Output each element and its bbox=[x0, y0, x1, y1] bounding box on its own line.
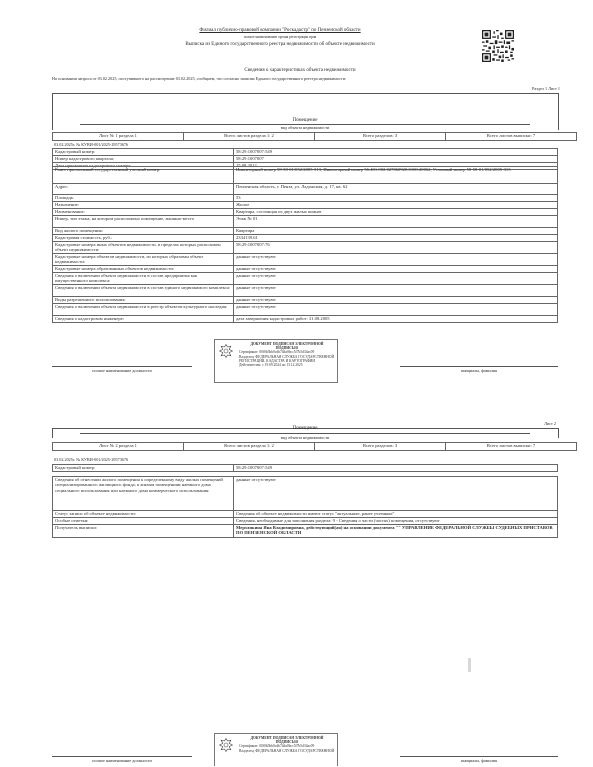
signature-name-caption: инициалы, фамилия bbox=[461, 368, 497, 373]
sheet-meta-table bbox=[52, 132, 577, 141]
row-label: Кадастровая стоимость, руб.: bbox=[53, 235, 234, 242]
row-value: Квартира bbox=[234, 228, 558, 235]
signature-line bbox=[52, 366, 192, 367]
total-sheets: Всего листов выписки: 7 bbox=[446, 133, 577, 141]
row-label: Кадастровые номера иных объектов недвижимости, в пределах которых расположен объект недвижимости: bbox=[53, 242, 234, 254]
row-label: Ранее присвоенный государственный учетный номер: bbox=[53, 167, 234, 184]
section-sheets: Всего листов раздела 1: 2 bbox=[184, 133, 315, 141]
row-label: Получатель выписки: bbox=[53, 525, 234, 538]
divider bbox=[52, 93, 558, 94]
row-value: Жилое bbox=[234, 202, 558, 209]
row-value: 53 bbox=[234, 195, 558, 202]
row-label: Особые отметки: bbox=[53, 518, 234, 525]
object-type: Помещение bbox=[292, 118, 318, 123]
row-value: Квартира, состоящая из двух жилых комнат bbox=[234, 209, 558, 216]
signature-line bbox=[52, 756, 192, 757]
row-label: Сведения о включении объекта недвижимости в реестр объектов культурного наследия: bbox=[53, 304, 234, 316]
stamp-owner: Владелец: ФЕДЕРАЛЬНАЯ СЛУЖБА ГОСУДАРСТВЕННОЙ bbox=[239, 748, 335, 753]
row-label: Назначение: bbox=[53, 202, 234, 209]
row-label: Площадь: bbox=[53, 195, 234, 202]
id-value: 58:29:1007007 bbox=[234, 156, 558, 163]
row-label: Наименование: bbox=[53, 209, 234, 216]
total-sections: Всего разделов: 3 bbox=[315, 443, 446, 451]
stamp-certificate: Сертификат: 00f0b5bb0cdb74da0bcc5f7b5d34ac09 bbox=[239, 350, 315, 355]
row-label: Сведения об отнесении жилого помещения к определенному виду жилых помещений специализированного жилищного фонда, к жилым помещениям наемного дома социального использования или наемного дома коммерческого использования: bbox=[53, 477, 234, 511]
divider bbox=[80, 433, 530, 434]
eagle-seal-icon bbox=[218, 737, 234, 753]
registration-line: 03.02.2025г. № КУВИ-001/2025-29573676 bbox=[54, 142, 129, 147]
electronic-signature-stamp bbox=[214, 339, 338, 383]
stamp-certificate: Сертификат: 00f0b5bb0cdb74da0bcc5f7b5d34ac09 bbox=[239, 744, 315, 749]
id-value: 58:29:1007007:549 bbox=[234, 465, 558, 472]
row-value: данные отсутствуют bbox=[234, 297, 558, 304]
row-label: Кадастровые номера образованных объектов недвижимости: bbox=[53, 266, 234, 273]
id-value: 58:29:1007007:549 bbox=[234, 149, 558, 156]
qr-code-icon bbox=[482, 30, 514, 62]
row-value: Этаж № 01 bbox=[234, 216, 558, 228]
extract-title: Выписка из Единого государственного реестра недвижимости об объекте недвижимости bbox=[185, 42, 375, 47]
row-value: данные отсутствуют bbox=[234, 254, 558, 266]
row-label: Статус записи об объекте недвижимости: bbox=[53, 511, 234, 518]
id-label: Кадастровый номер: bbox=[53, 149, 234, 156]
request-intro: На основании запроса от 03.02.2025, поступившего на рассмотрение 03.02.2025, сообщаем, что согласно записям Единого государственного реестра недвижимости: bbox=[52, 76, 347, 81]
row-label: Виды разрешенного использования: bbox=[53, 297, 234, 304]
stamp-title: ДОКУМЕНТ ПОДПИСАН ЭЛЕКТРОННОЙ ПОДПИСЬЮ bbox=[250, 342, 324, 351]
total-sheets: Всего листов выписки: 7 bbox=[446, 443, 577, 451]
object-type-caption: вид объекта недвижимости bbox=[280, 125, 330, 130]
stamp-owner-cont: РЕГИСТРАЦИИ, КАДАСТРА И КАРТОГРАФИИ bbox=[239, 358, 315, 363]
object-type-caption: вид объекта недвижимости bbox=[280, 435, 330, 440]
divider bbox=[52, 428, 53, 438]
row-value: 2334139.61 bbox=[234, 235, 558, 242]
sheet-meta-table bbox=[52, 442, 577, 451]
divider bbox=[558, 428, 559, 438]
row-label: Кадастровые номера объектов недвижимости, из которых образован объект недвижимости: bbox=[53, 254, 234, 266]
id-label: Номер кадастрового квартала: bbox=[53, 156, 234, 163]
row-value: Мерзликина Яна Владимировна, действующий(ая) на основании документа "" УПРАВЛЕНИЕ ФЕДЕРАЛЬНОЙ СЛУЖБЫ СУДЕБНЫХ ПРИСТАВОВ ПО ПЕНЗЕНСКОЙ ОБЛАСТИ bbox=[234, 525, 558, 538]
row-label: Сведения о включении объекта недвижимости в состав единого недвижимого комплекса: bbox=[53, 285, 234, 297]
row-label: Сведения о кадастровом инженере: bbox=[53, 316, 234, 323]
electronic-signature-stamp bbox=[214, 733, 338, 766]
row-value: 58:29:1007007:76 bbox=[234, 242, 558, 254]
row-value: Сведения, необходимые для заполнения раздела: 9 - Сведения о части (частях) помещения, отсутствуют bbox=[234, 518, 558, 525]
section-sheets: Всего листов раздела 1: 2 bbox=[184, 443, 315, 451]
row-value: Инвентарный номер 58-58-01/052/2005-313; Инвентарный номер 56:401:002:027860920:0100:20062; Условный номер 58-58-01/052/2005-313 bbox=[234, 167, 558, 184]
id-value: 15.08.2012 bbox=[234, 163, 558, 170]
sheet-ref: Лист 2 bbox=[544, 421, 556, 426]
row-value: Пензенская область, г. Пенза, ул. Ладожская, д. 17, кв. 62 bbox=[234, 184, 558, 195]
id-label: Кадастровый номер: bbox=[53, 465, 234, 472]
row-value: Сведения об объекте недвижимости имеют статус "актуальные, ранее учтенные" bbox=[234, 511, 558, 518]
section-title: Сведения о характеристиках объекта недвижимости bbox=[244, 68, 356, 73]
signature-line bbox=[400, 366, 558, 367]
stamp-owner: Владелец: ФЕДЕРАЛЬНАЯ СЛУЖБА ГОСУДАРСТВЕННОЙ bbox=[239, 354, 335, 359]
id-label: Дата присвоения кадастрового номера: bbox=[53, 163, 234, 170]
characteristics-table bbox=[52, 166, 558, 323]
section-ref: Раздел 1 Лист 1 bbox=[532, 86, 560, 91]
stamp-title: ДОКУМЕНТ ПОДПИСАН ЭЛЕКТРОННОЙ ПОДПИСЬЮ bbox=[250, 736, 324, 745]
id-table bbox=[52, 464, 558, 472]
characteristics-table bbox=[52, 476, 558, 538]
row-value: данные отсутствуют bbox=[234, 285, 558, 297]
stamp-validity: Действителен: с 19.09.2024 по 13.12.2025 bbox=[239, 363, 303, 368]
row-value: данные отсутствуют bbox=[234, 477, 558, 511]
object-type: Помещение bbox=[292, 426, 318, 431]
signature-line bbox=[400, 756, 558, 757]
org-name: Филиал публично-правовой компании "Роскадастр" по Пензенской области bbox=[199, 28, 361, 33]
row-value: данные отсутствуют bbox=[234, 304, 558, 316]
total-sections: Всего разделов: 3 bbox=[315, 133, 446, 141]
registration-line: 03.02.2025г. № КУВИ-001/2025-29573676 bbox=[54, 457, 129, 462]
scan-artifact bbox=[468, 658, 471, 672]
row-value: дата завершения кадастровых работ: 31.08.2005 bbox=[234, 316, 558, 323]
row-value: данные отсутствуют bbox=[234, 273, 558, 285]
sheet-number: Лист № 1 раздела 1 bbox=[53, 133, 184, 141]
eagle-seal-icon bbox=[218, 343, 234, 359]
row-label: Вид жилого помещения: bbox=[53, 228, 234, 235]
row-label: Номер, тип этажа, на котором расположено помещение, машино-место bbox=[53, 216, 234, 228]
signature-name-caption: инициалы, фамилия bbox=[461, 758, 497, 763]
signature-position-caption: полное наименование должности bbox=[92, 758, 152, 763]
row-value: данные отсутствуют bbox=[234, 266, 558, 273]
divider bbox=[52, 93, 53, 130]
sheet-number: Лист № 2 раздела 1 bbox=[53, 443, 184, 451]
row-label: Сведения о включении объекта недвижимости в состав предприятия как имущественного комплекса: bbox=[53, 273, 234, 285]
org-caption: полное наименование органа регистрации прав bbox=[243, 35, 317, 39]
row-label: Адрес: bbox=[53, 184, 234, 195]
divider bbox=[558, 93, 559, 130]
signature-position-caption: полное наименование должности bbox=[92, 368, 152, 373]
